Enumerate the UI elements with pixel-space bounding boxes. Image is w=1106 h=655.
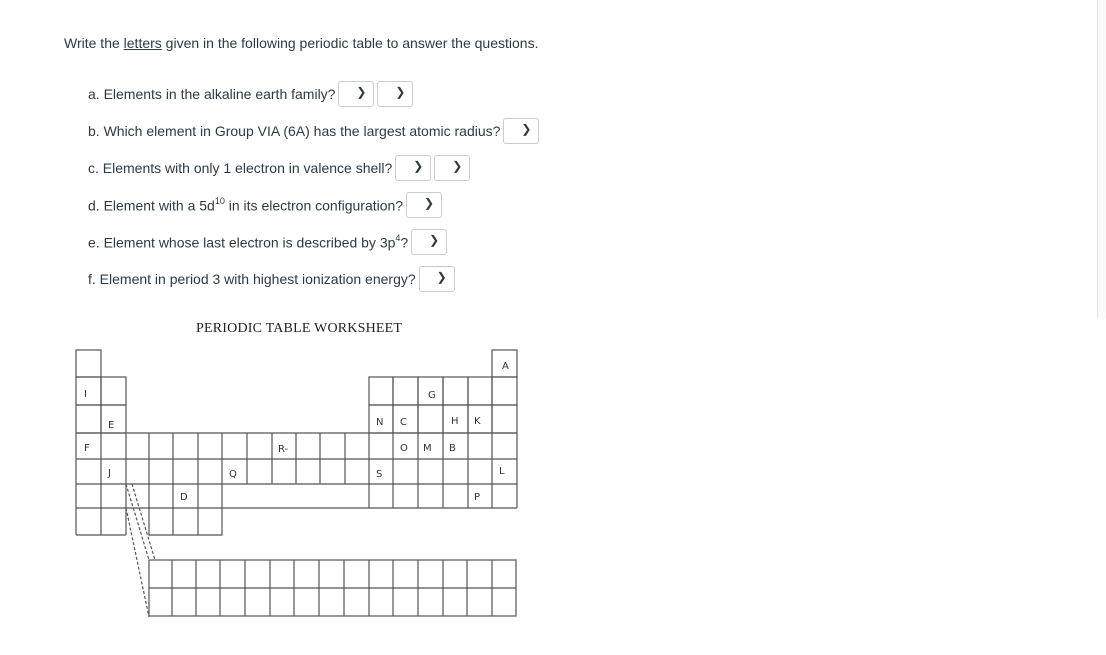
- question-d-text: d. Element with a $5d^{10}$ in its electron configuration?: [88, 195, 404, 214]
- letter-K: K: [474, 416, 481, 427]
- letter-S: S: [376, 469, 383, 480]
- chevron-down-icon: ❯: [424, 196, 435, 210]
- chevron-down-icon: ❯: [452, 159, 463, 173]
- chevron-down-icon: ❯: [356, 85, 367, 99]
- letter-G: G: [428, 390, 436, 401]
- letter-Q: Q: [229, 469, 237, 480]
- question-b-text: b. Which element in Group VIA (6A) has the largest atomic radius?: [88, 123, 501, 139]
- letter-H: H: [451, 416, 459, 427]
- letter-N: N: [376, 417, 384, 428]
- question-a-text: a. Elements in the alkaline earth family?: [88, 86, 336, 102]
- letter-C: C: [400, 417, 407, 428]
- letter-A: A: [502, 361, 509, 372]
- question-e-text: e. Element whose last electron is described by $3p^4$?: [88, 232, 409, 251]
- question-f-text: f. Element in period 3 with highest ionization energy?: [88, 271, 416, 287]
- letter-P: P: [474, 492, 481, 503]
- instructions: Write the letters given in the following periodic table to answer the questions.: [64, 35, 539, 51]
- question-c-text: c. Elements with only 1 electron in valence shell?: [88, 160, 393, 176]
- letter-O: O: [400, 443, 408, 454]
- letter-J: J: [108, 468, 111, 479]
- worksheet-title: PERIODIC TABLE WORKSHEET: [196, 321, 403, 336]
- letter-I: I: [84, 389, 87, 400]
- letter-B: B: [449, 443, 456, 454]
- chevron-down-icon: ❯: [395, 85, 406, 99]
- table-grid: [76, 350, 517, 617]
- letter-D: D: [180, 492, 188, 503]
- letter-E: E: [108, 420, 115, 431]
- chevron-down-icon: ❯: [521, 122, 532, 136]
- letters-link[interactable]: letters: [123, 35, 162, 51]
- letter-R: R-: [278, 444, 289, 455]
- chevron-down-icon: ❯: [413, 159, 424, 173]
- letter-F: F: [84, 443, 90, 454]
- chevron-down-icon: ❯: [429, 233, 440, 247]
- letter-L: L: [499, 466, 505, 477]
- letter-M: M: [423, 443, 432, 454]
- chevron-down-icon: ❯: [436, 270, 447, 284]
